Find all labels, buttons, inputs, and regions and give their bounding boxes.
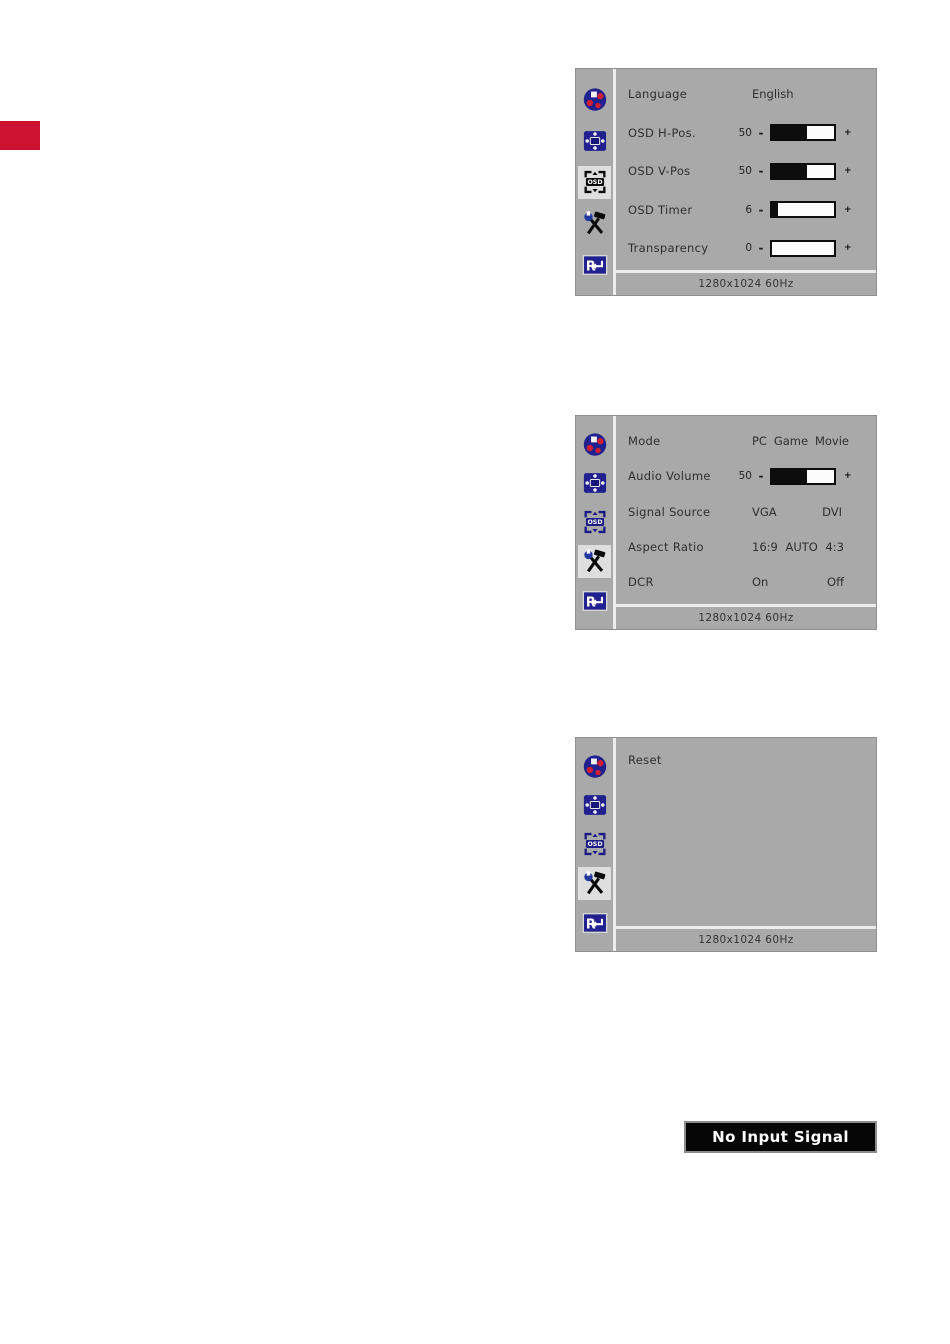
slider-value: 50 — [738, 165, 752, 177]
timer-slider — [724, 201, 852, 218]
osd-main-area — [616, 416, 876, 629]
slider-value: 50 — [738, 126, 752, 139]
osd-main-area — [616, 69, 876, 295]
menu-row-osd-timer[interactable] — [616, 201, 876, 219]
menu-row-dcr[interactable] — [616, 573, 876, 591]
slider-track[interactable] — [770, 240, 836, 257]
slider-value: 6 — [745, 203, 752, 216]
osd-icon[interactable] — [578, 166, 611, 199]
slider-track[interactable] — [770, 124, 836, 141]
row-label: DCR — [628, 575, 654, 589]
color-settings-icon[interactable] — [578, 83, 611, 116]
option-auto[interactable]: AUTO — [785, 539, 818, 554]
option-pc[interactable]: PC — [752, 434, 767, 448]
option-off[interactable]: Off — [827, 575, 844, 589]
aspect-ratio-options — [752, 540, 844, 554]
volume-slider — [724, 468, 852, 485]
menu-row-transparency[interactable] — [616, 239, 876, 257]
mode-options — [752, 434, 849, 448]
menu-row-language[interactable] — [616, 85, 876, 103]
increase-button[interactable]: + — [844, 243, 852, 253]
row-label: Mode — [628, 434, 661, 448]
menu-row-reset[interactable] — [616, 751, 876, 769]
signal-source-options — [752, 505, 842, 519]
osd-icon[interactable] — [578, 828, 611, 861]
language-value[interactable]: English — [752, 87, 794, 101]
slider-track[interactable] — [770, 163, 836, 180]
banner-text: No Input Signal — [712, 1128, 849, 1146]
increase-button[interactable]: + — [844, 471, 852, 482]
tools-icon[interactable] — [578, 207, 611, 240]
tools-icon[interactable] — [578, 545, 611, 578]
option-vga[interactable]: VGA — [752, 504, 777, 519]
increase-button[interactable]: + — [844, 166, 852, 176]
decrease-button[interactable]: - — [758, 125, 764, 140]
section-tab-marker — [0, 121, 40, 150]
reset-icon[interactable] — [578, 585, 611, 618]
row-label: Language — [628, 87, 688, 101]
reset-icon[interactable] — [578, 249, 611, 282]
menu-row-osd-vpos[interactable] — [616, 162, 876, 180]
option-dvi[interactable]: DVI — [822, 504, 842, 519]
slider-value: 50 — [738, 470, 752, 483]
menu-row-osd-hpos[interactable] — [616, 124, 876, 142]
slider-value: 0 — [745, 242, 752, 254]
position-icon[interactable] — [578, 467, 611, 500]
row-label: Transparency — [628, 241, 709, 255]
resolution-status: 1280x1024 60Hz — [698, 934, 794, 946]
decrease-button[interactable]: - — [758, 241, 764, 255]
position-icon[interactable] — [578, 789, 611, 822]
color-settings-icon[interactable] — [578, 749, 611, 782]
option-4-3[interactable]: 4:3 — [825, 539, 844, 554]
slider-track[interactable] — [770, 468, 836, 485]
option-movie[interactable]: Movie — [814, 434, 849, 448]
osd-main-area — [616, 738, 876, 951]
row-label: OSD Timer — [628, 202, 693, 217]
slider-fill — [772, 203, 778, 216]
row-label: Aspect Ratio — [628, 539, 704, 554]
slider-fill — [772, 165, 807, 178]
reset-icon[interactable] — [578, 907, 611, 940]
dcr-options — [752, 575, 844, 589]
tools-icon[interactable] — [578, 867, 611, 900]
osd-icon[interactable] — [578, 506, 611, 539]
row-label: Audio Volume — [628, 469, 711, 484]
osd-sidebar — [576, 738, 613, 951]
option-16-9[interactable]: 16:9 — [752, 539, 778, 554]
decrease-button[interactable]: - — [758, 202, 764, 217]
slider-fill — [772, 470, 807, 483]
reset-panel — [575, 737, 877, 952]
row-label: Reset — [628, 753, 662, 767]
osd-sidebar — [576, 416, 613, 629]
hpos-slider — [724, 124, 852, 141]
misc-settings-panel — [575, 415, 877, 630]
slider-fill — [772, 126, 807, 139]
color-settings-icon[interactable] — [578, 427, 611, 460]
no-input-signal-banner — [684, 1121, 877, 1153]
option-on[interactable]: On — [752, 575, 769, 589]
decrease-button[interactable]: - — [758, 469, 764, 484]
menu-row-signal-source[interactable] — [616, 503, 876, 521]
option-game[interactable]: Game — [773, 434, 809, 448]
menu-row-audio-volume[interactable] — [616, 467, 876, 485]
menu-row-aspect-ratio[interactable] — [616, 538, 876, 556]
position-icon[interactable] — [578, 124, 611, 157]
row-label: Signal Source — [628, 504, 711, 519]
decrease-button[interactable]: - — [758, 164, 764, 178]
increase-button[interactable]: + — [844, 127, 852, 138]
row-label: OSD H-Pos. — [628, 125, 696, 140]
transparency-slider — [724, 240, 852, 257]
vpos-slider — [724, 163, 852, 180]
row-label: OSD V-Pos — [628, 164, 691, 178]
menu-row-mode[interactable] — [616, 432, 876, 450]
resolution-status: 1280x1024 60Hz — [698, 612, 794, 624]
osd-sidebar — [576, 69, 613, 295]
slider-track[interactable] — [770, 201, 836, 218]
increase-button[interactable]: + — [844, 204, 852, 215]
osd-settings-panel — [575, 68, 877, 296]
resolution-status: 1280x1024 60Hz — [698, 278, 794, 290]
